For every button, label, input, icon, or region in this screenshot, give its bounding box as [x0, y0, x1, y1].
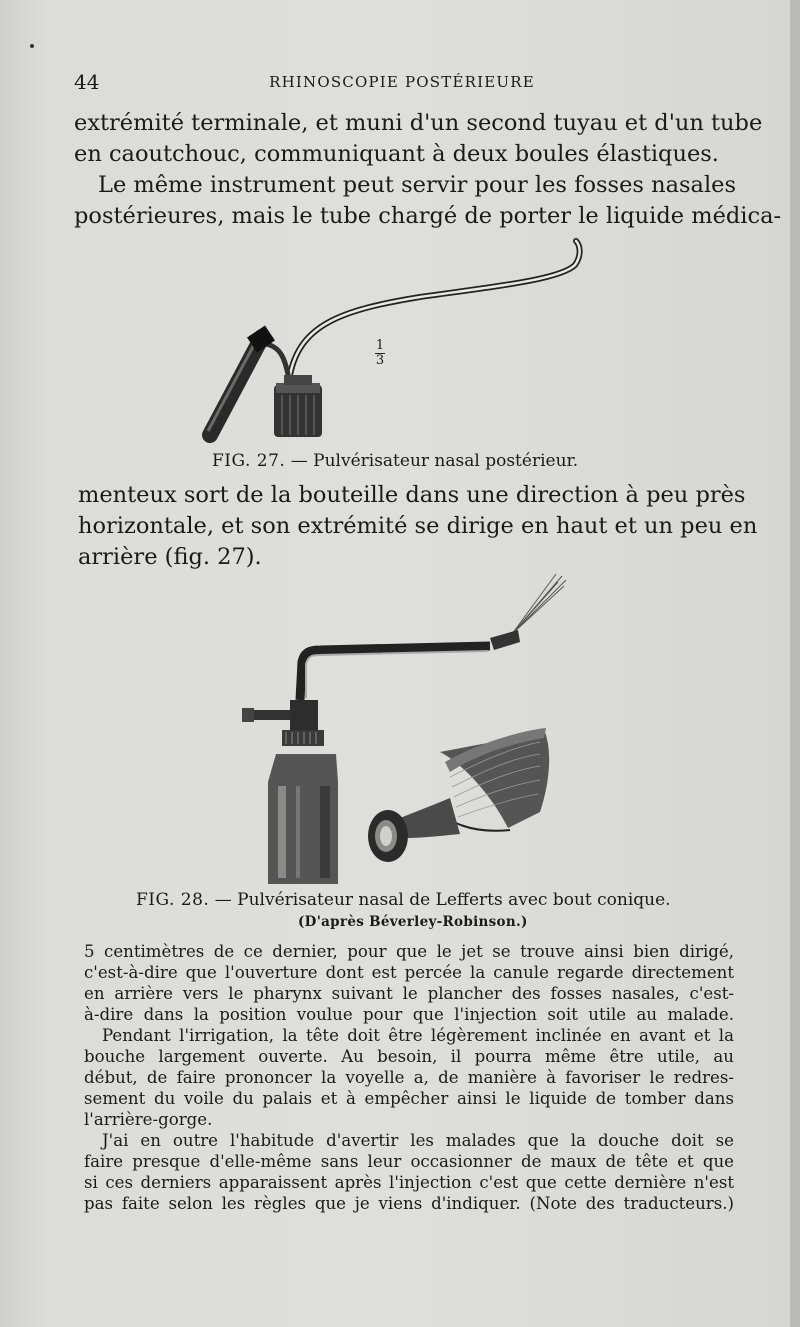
text-line: l'arrière-gorge. — [84, 1110, 213, 1129]
figure-27-illustration — [190, 235, 610, 445]
figure-28-caption — [136, 890, 671, 910]
figure-28-label: FIG. 28. — [136, 890, 210, 910]
figure-27-label: FIG. 27. — [212, 451, 286, 471]
middle-paragraph — [78, 480, 758, 573]
figure-28-credit: (D'après Béverley-Robinson.) — [298, 914, 528, 930]
spray-plume — [512, 574, 566, 634]
text-line: Pendant l'irrigation, la tête doit être légèrement inclinée en avant et la — [102, 1026, 734, 1045]
page-header — [74, 70, 730, 94]
ink-speck — [30, 44, 34, 48]
text-line: si ces derniers apparaissent après l'injection c'est que cette dernière n'est — [84, 1173, 734, 1192]
text-line: c'est-à-dire que l'ouverture dont est percée la canule regarde directement — [84, 963, 734, 982]
figure-27-caption — [212, 451, 578, 471]
page-edge-shadow — [790, 0, 800, 1327]
text-line: horizontale, et son extrémité se dirige en haut et un peu en — [78, 513, 758, 539]
text-line: bouche largement ouverte. Au besoin, il pourra même être utile, au — [84, 1047, 734, 1066]
text-line: en arrière vers le pharynx suivant le plancher des fosses nasales, c'est- — [84, 984, 734, 1003]
text-line: J'ai en outre l'habitude d'avertir les malades que la douche doit se — [102, 1131, 734, 1150]
figure-28-caption-text: — Pulvérisateur nasal de Lefferts avec bout conique. — [214, 890, 671, 910]
scale-denominator: 3 — [375, 353, 385, 368]
spray-tube — [290, 241, 580, 375]
text-line: à-dire dans la position voulue pour que l'injection soit utile au malade. — [84, 1005, 734, 1024]
running-head: RHINOSCOPIE POSTÉRIEURE — [269, 73, 535, 91]
page-number: 44 — [74, 70, 100, 94]
text-line: 5 centimètres de ce dernier, pour que le jet se trouve ainsi bien dirigé, — [84, 942, 734, 961]
top-paragraph — [74, 108, 782, 232]
text-line: arrière (fig. 27). — [78, 544, 262, 570]
text-line: Le même instrument peut servir pour les fosses nasales — [98, 172, 737, 198]
text-line: sement du voile du palais et à empêcher ainsi le liquide de tomber dans — [84, 1089, 734, 1108]
text-line: menteux sort de la bouteille dans une direction à peu près — [78, 482, 746, 508]
figure-28-illustration — [240, 572, 570, 890]
figure-27-caption-text: — Pulvérisateur nasal postérieur. — [290, 451, 579, 471]
translator-note — [84, 941, 734, 1214]
text-line: postérieures, mais le tube chargé de porter le liquide médica- — [74, 203, 782, 229]
text-line: pas faite selon les règles que je viens d'indiquer. (Note des traducteurs.) — [84, 1194, 734, 1213]
text-line: extrémité terminale, et muni d'un second tuyau et d'un tube — [74, 110, 763, 136]
text-line: en caoutchouc, communiquant à deux boules élastiques. — [74, 141, 719, 167]
scale-fraction — [375, 340, 385, 367]
text-line: début, de faire prononcer la voyelle a, de manière à favoriser le redres- — [84, 1068, 734, 1087]
scale-numerator: 1 — [375, 338, 385, 353]
text-line: faire presque d'elle-même sans leur occasionner de maux de tête et que — [84, 1152, 734, 1171]
conical-tip — [368, 728, 549, 862]
rubber-hose — [210, 337, 262, 435]
